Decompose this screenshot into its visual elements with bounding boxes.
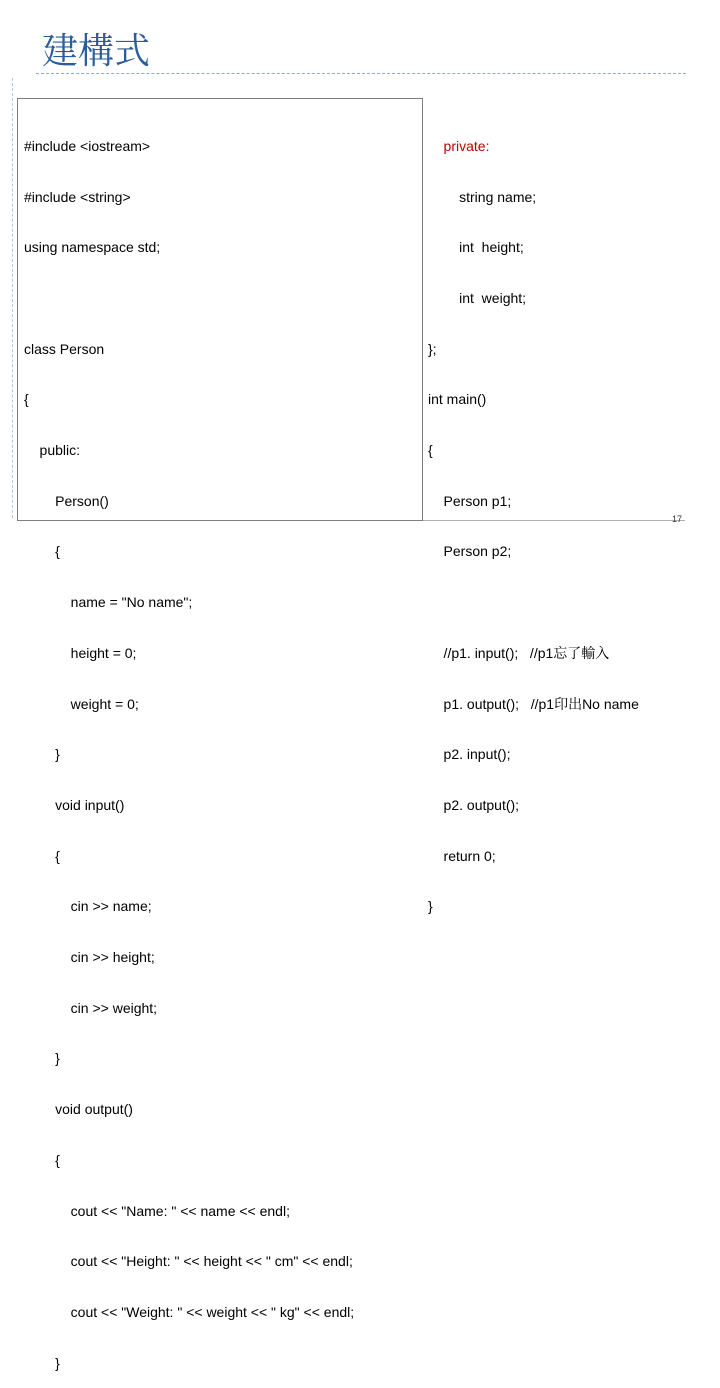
code-line [24,290,354,307]
code-line: p2. input(); [428,746,511,763]
code-line: int weight; [428,289,527,306]
code-line: void output() [24,1101,133,1118]
code-line: void input() [24,796,125,813]
code-line: { [428,442,433,459]
code-line: int main() [428,391,487,408]
code-line: cin >> height; [24,949,155,966]
code-line: } [24,1050,60,1067]
code-line: Person p1; [428,492,512,509]
code-line-access-specifier: private: [428,137,490,154]
code-line: p2. output(); [428,796,520,813]
code-line: name = "No name"; [24,594,193,611]
code-line: return 0; [428,847,496,864]
code-line: int height; [428,239,524,256]
title-divider [36,73,686,74]
code-line: string name; [428,188,537,205]
code-line: using namespace std; [24,239,161,256]
code-line: } [428,898,433,915]
code-line: { [24,847,60,864]
code-line: p1. output(); //p1印出No name [428,695,639,712]
code-line: public: [24,442,81,459]
code-line: } [24,1354,60,1371]
code-line: }; [428,340,437,357]
code-block-right [428,104,639,932]
slide-title: 建構式 [42,31,151,72]
code-line: cout << "Height: " << height << " cm" << endl; [24,1253,353,1270]
code-line: cin >> name; [24,898,152,915]
code-line: Person p2; [428,543,512,560]
left-margin-rule [12,78,13,518]
code-line: { [24,543,60,560]
code-line: { [24,1151,60,1168]
code-line: height = 0; [24,644,137,661]
code-line: class Person [24,340,105,357]
code-line: cout << "Weight: " << weight << " kg" << endl; [24,1303,355,1320]
code-line: { [24,391,29,408]
code-line [428,594,639,611]
code-line: Person() [24,492,109,509]
code-line: cin >> weight; [24,999,158,1016]
code-line: //p1. input(); //p1忘了輸入 [428,644,610,661]
page-number: 17 [672,514,683,524]
code-line: weight = 0; [24,695,139,712]
code-line: #include <iostream> [24,137,151,154]
code-block-left [24,104,354,1388]
code-line: #include <string> [24,188,131,205]
code-line: } [24,746,60,763]
code-line: cout << "Name: " << name << endl; [24,1202,290,1219]
